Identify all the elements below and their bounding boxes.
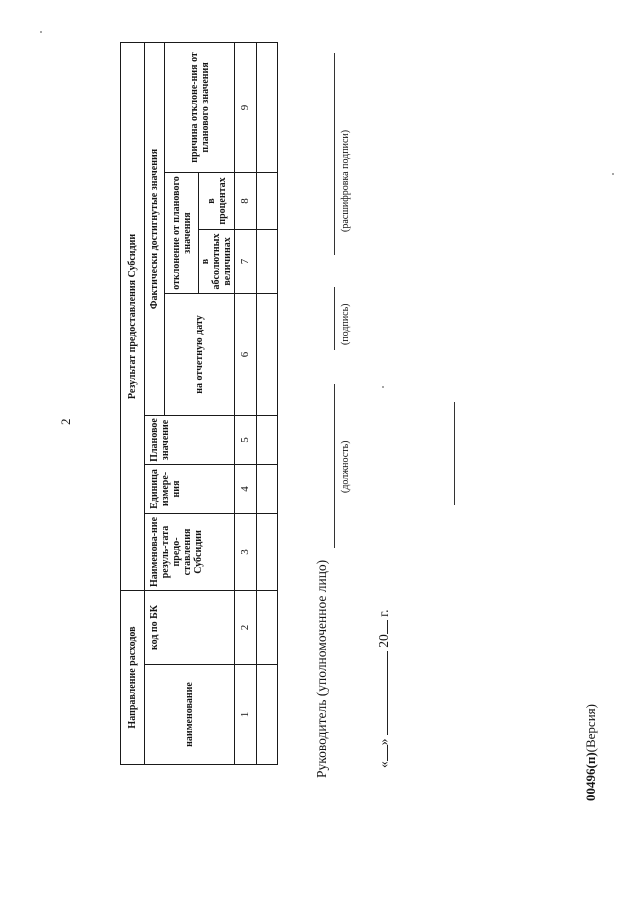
column-number: 7 (235, 229, 257, 293)
report-table (120, 42, 278, 765)
table-cell (257, 464, 278, 513)
column-number: 1 (235, 665, 257, 765)
page-number: 2 (58, 418, 73, 425)
position-line (334, 384, 335, 548)
header-plan-value: Плановое значение (145, 415, 235, 464)
header-expense-direction: Направление расходов (121, 590, 145, 764)
signature-line (334, 287, 335, 350)
close-quote: » (376, 738, 391, 746)
position-caption: (должность) (340, 440, 351, 493)
year-blank (387, 620, 388, 634)
date-line (376, 609, 392, 768)
column-number: 2 (235, 590, 257, 664)
header-name: наименование (145, 665, 235, 765)
year-suffix: г. (376, 609, 391, 617)
table-cell (257, 42, 278, 172)
table-cell (257, 415, 278, 464)
signature-title: Руководитель (уполномоченное лицо) (314, 559, 329, 778)
footer-code (583, 704, 599, 801)
table-cell (257, 229, 278, 293)
scan-speck (612, 173, 614, 175)
header-deviation: отклонение от планового значения (165, 172, 199, 293)
day-blank (387, 745, 388, 761)
header-unit: Единица измере-ния (145, 464, 235, 513)
scan-speck (40, 31, 42, 33)
header-on-reporting-date: на отчетную дату (165, 293, 235, 415)
header-bk-code: код по БК (145, 590, 235, 664)
header-subsidy-result: Результат предоставления Субсидии (121, 42, 145, 590)
column-number: 8 (235, 172, 257, 229)
footer-code-text: 00496(п) (583, 752, 598, 801)
footer-version: (Версия) (583, 704, 598, 753)
header-absolute: в абсолютных величинах (199, 229, 235, 293)
header-deviation-reason: причина отклоне-ния от планового значения (165, 42, 235, 172)
month-blank (387, 651, 388, 735)
column-number: 3 (235, 513, 257, 590)
decoding-caption: (расшифровка подписи) (340, 129, 351, 232)
signature-caption: (подпись) (340, 303, 351, 345)
table-cell (257, 172, 278, 229)
column-number: 5 (235, 415, 257, 464)
column-number: 6 (235, 293, 257, 415)
column-number: 9 (235, 42, 257, 172)
year-prefix: 20 (376, 634, 391, 648)
decoding-line (334, 53, 335, 255)
header-result-name: Наименова-ние резуль-тата предо-ставления Субсидии (145, 513, 235, 590)
table-cell (257, 590, 278, 664)
scan-speck (382, 386, 384, 388)
table-cell (257, 513, 278, 590)
open-quote: « (376, 761, 391, 768)
table-cell (257, 665, 278, 765)
header-percent: в процентах (199, 172, 235, 229)
header-actual-values: Фактически достигнутые значения (145, 42, 165, 415)
column-number: 4 (235, 464, 257, 513)
table-cell (257, 293, 278, 415)
stray-line (454, 402, 455, 505)
